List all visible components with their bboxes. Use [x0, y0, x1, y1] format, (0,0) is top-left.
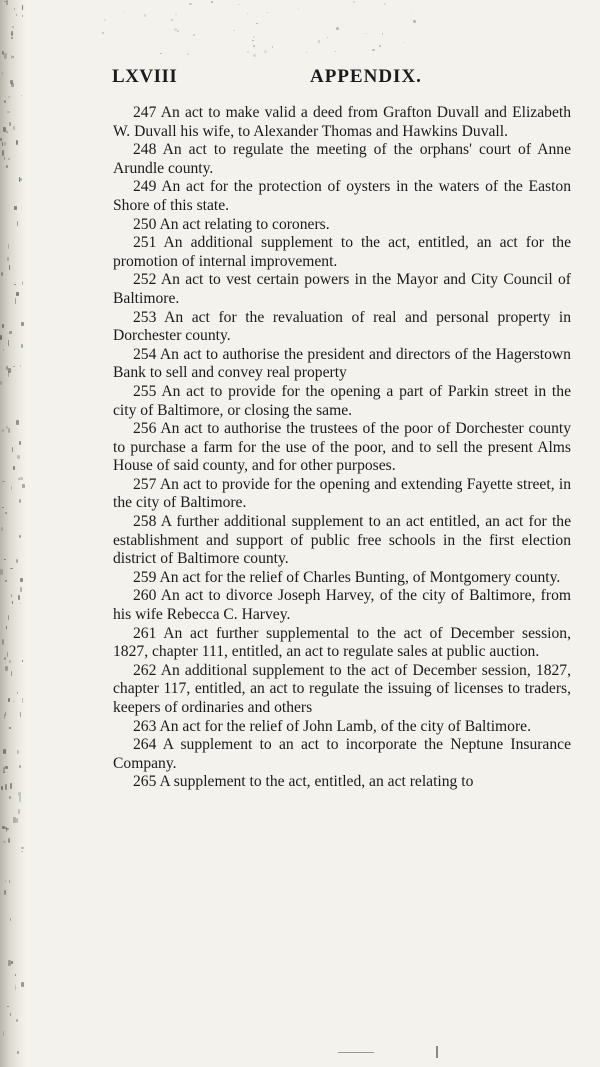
binding-gutter	[0, 0, 26, 1067]
gutter-speck	[4, 100, 6, 103]
entry-text: An act to vest certain powers in the Mayor and City Council of Baltimore.	[113, 271, 571, 307]
entry-text: An additional supplement to the act of December session, 1827, chapter 117, entitled, an act to regulate the issuing of licenses to traders, keepers of ordinaries and others	[113, 661, 571, 716]
gutter-speck	[2, 324, 4, 328]
gutter-speck	[22, 281, 23, 286]
list-item	[113, 420, 571, 476]
gutter-speck	[8, 615, 10, 620]
entry-number: 257	[133, 475, 157, 493]
top-speck	[335, 51, 336, 52]
list-item	[113, 104, 571, 141]
gutter-speck	[1, 786, 3, 790]
gutter-speck	[18, 809, 21, 813]
top-speck	[253, 36, 255, 38]
gutter-speck	[20, 178, 21, 182]
list-item	[113, 476, 571, 513]
gutter-speck	[18, 595, 20, 600]
gutter-speck	[10, 783, 12, 789]
top-speck	[272, 46, 274, 48]
entry-number: 250	[133, 215, 157, 233]
top-speck	[256, 23, 258, 25]
top-speck	[104, 19, 106, 21]
top-speck	[174, 28, 177, 31]
gutter-speck	[20, 587, 22, 592]
entry-text: An additional supplement to the act, entitled, an act for the promotion of internal improvement.	[113, 234, 571, 270]
page-header	[112, 66, 572, 96]
gutter-speck	[15, 974, 16, 976]
gutter-speck	[4, 657, 5, 660]
top-speck	[372, 49, 375, 52]
gutter-speck	[19, 796, 21, 802]
gutter-speck	[16, 420, 19, 425]
top-speck	[298, 8, 299, 9]
gutter-speck	[16, 292, 19, 296]
gutter-speck	[19, 765, 20, 768]
gutter-speck	[22, 5, 23, 9]
entry-text: An act to make valid a deed from Grafton Duvall and Elizabeth W. Duvall his wife, to Alexander Thomas and Hawkins Duvall.	[113, 104, 571, 140]
list-item	[113, 773, 571, 792]
entry-text: An act to authorise the trustees of the poor of Dorchester county to purchase a farm for the use of the poor, and to sell the present Alms House of said county, and for other purposes.	[113, 420, 571, 475]
list-item	[113, 718, 571, 737]
gutter-speck	[10, 1013, 11, 1016]
list-item	[113, 736, 571, 773]
gutter-speck	[5, 512, 6, 514]
gutter-speck	[19, 499, 20, 503]
gutter-speck	[0, 381, 2, 384]
gutter-speck	[7, 111, 9, 113]
gutter-speck	[2, 429, 3, 432]
gutter-speck	[11, 594, 12, 596]
top-speck	[379, 45, 381, 47]
gutter-speck	[5, 766, 7, 769]
gutter-speck	[2, 639, 5, 645]
gutter-speck	[1, 527, 3, 531]
gutter-speck	[21, 847, 24, 849]
entry-number: 259	[133, 568, 157, 586]
entry-number: 263	[133, 717, 157, 735]
gutter-speck	[8, 428, 10, 433]
list-item	[113, 234, 571, 271]
gutter-speck	[7, 652, 8, 656]
entry-text: An act for the revaluation of real and personal property in Dorchester county.	[113, 308, 571, 345]
entry-text: An act further supplemental to the act of December session, 1827, chapter 111, entitled, an act to regulate sales at public auction.	[113, 624, 571, 661]
gutter-speck	[8, 698, 10, 703]
top-speck	[252, 40, 254, 42]
top-speck	[253, 54, 256, 57]
entry-text: An act to divorce Joseph Harvey, of the city of Baltimore, from his wife Rebecca C. Harvey.	[113, 587, 571, 624]
gutter-speck	[8, 368, 11, 373]
list-item	[113, 383, 571, 420]
gutter-speck	[2, 150, 4, 156]
gutter-speck	[13, 126, 15, 129]
top-speck	[175, 14, 177, 16]
gutter-speck	[8, 960, 10, 965]
top-speck	[233, 30, 234, 31]
gutter-speck	[0, 335, 2, 340]
top-speck	[366, 33, 367, 34]
entry-number: 255	[133, 382, 157, 400]
gutter-speck	[6, 626, 7, 628]
entry-number: 252	[133, 271, 157, 289]
gutter-speck	[9, 880, 10, 883]
gutter-speck	[12, 56, 14, 58]
top-speck	[413, 20, 415, 22]
entry-text: A supplement to the act, entitled, an act relating to	[159, 773, 474, 791]
gutter-speck	[2, 481, 5, 482]
gutter-speck	[17, 750, 19, 754]
entry-text: An act to authorise the president and directors of the Hagerstown Bank to sell and convey real property	[113, 345, 571, 382]
gutter-speck	[2, 507, 4, 508]
top-speck	[353, 1, 355, 3]
list-item	[113, 178, 571, 215]
entry-number: 253	[133, 308, 157, 326]
top-speck	[404, 42, 405, 43]
gutter-speck	[8, 340, 9, 346]
gutter-speck	[6, 165, 7, 167]
gutter-speck	[0, 569, 3, 574]
list-item	[113, 346, 571, 383]
gutter-speck	[11, 31, 13, 36]
gutter-speck	[21, 982, 24, 987]
top-speck	[189, 3, 192, 6]
gutter-speck	[2, 72, 3, 75]
gutter-speck	[5, 580, 7, 582]
entry-number: 256	[133, 420, 157, 438]
gutter-speck	[22, 660, 23, 662]
entry-number: 247	[133, 104, 157, 121]
top-speck	[412, 10, 413, 11]
top-speck	[160, 53, 161, 54]
top-speck	[211, 1, 213, 3]
gutter-speck	[13, 701, 15, 702]
entry-number: 251	[133, 234, 157, 252]
gutter-speck	[22, 698, 23, 702]
gutter-speck	[10, 568, 12, 569]
entry-number: 260	[133, 587, 157, 605]
entry-number: 265	[133, 773, 157, 791]
entry-text: An act relating to coroners.	[159, 215, 330, 233]
gutter-speck	[20, 477, 23, 480]
gutter-speck	[13, 466, 15, 470]
gutter-speck	[17, 1051, 18, 1054]
entry-number: 258	[133, 513, 157, 531]
gutter-speck	[4, 53, 7, 59]
gutter-speck	[6, 131, 7, 133]
gutter-speck	[17, 455, 19, 460]
entry-text: An act for the relief of John Lamb, of the city of Baltimore.	[159, 717, 531, 735]
entry-number: 262	[133, 661, 157, 679]
list-item	[113, 141, 571, 178]
list-item	[113, 309, 571, 346]
gutter-speck	[8, 158, 10, 160]
top-speck	[171, 19, 172, 20]
page-folio: LXVIII	[112, 66, 178, 87]
gutter-speck	[9, 265, 11, 271]
top-speck	[247, 51, 249, 53]
top-speck	[187, 53, 189, 55]
list-item	[113, 271, 571, 308]
gutter-speck	[4, 157, 5, 159]
top-speck	[102, 32, 105, 35]
gutter-speck	[9, 331, 12, 334]
top-speck	[336, 27, 339, 30]
gutter-speck	[12, 447, 13, 452]
top-specks	[100, 0, 430, 60]
gutter-speck	[2, 51, 4, 55]
gutter-speck	[10, 80, 13, 84]
top-speck	[253, 45, 255, 47]
entry-text: An act for the relief of Charles Bunting, of Montgomery county.	[159, 568, 561, 586]
top-speck	[306, 52, 307, 53]
top-speck	[247, 13, 248, 14]
gutter-speck	[18, 792, 20, 796]
top-speck	[193, 34, 195, 36]
gutter-speck	[2, 142, 3, 147]
list-item	[113, 216, 571, 235]
gutter-speck	[15, 298, 16, 304]
gutter-speck	[16, 818, 18, 822]
gutter-speck	[22, 15, 23, 17]
entry-list	[113, 104, 571, 792]
top-speck	[238, 4, 239, 5]
gutter-speck	[16, 140, 18, 145]
top-speck	[384, 3, 386, 5]
entry-number: 254	[133, 345, 157, 363]
entry-text: An act to regulate the meeting of the orphans' court of Anne Arundle county.	[113, 141, 571, 177]
gutter-speck	[21, 851, 23, 852]
top-speck	[264, 50, 267, 53]
entry-number: 261	[133, 624, 157, 642]
gutter-speck	[3, 749, 5, 753]
footer-rule	[338, 1052, 374, 1053]
list-item	[113, 569, 571, 588]
gutter-speck	[3, 127, 6, 132]
gutter-speck	[22, 484, 25, 488]
gutter-speck	[16, 1019, 18, 1022]
top-speck	[382, 33, 383, 34]
top-speck	[327, 37, 328, 38]
entry-text: An act to provide for the opening and extending Fayette street, in the city of Baltimore.	[113, 475, 571, 512]
top-speck	[177, 30, 179, 32]
gutter-speck	[9, 660, 11, 663]
gutter-speck	[4, 142, 7, 146]
entry-number: 264	[133, 736, 157, 754]
entry-text: An act for the protection of oysters in the waters of the Easton Shore of this state.	[113, 178, 571, 214]
gutter-speck	[14, 206, 17, 211]
gutter-speck	[8, 838, 9, 843]
running-title: APPENDIX.	[310, 66, 422, 87]
gutter-speck	[11, 486, 12, 490]
gutter-speck	[5, 666, 8, 672]
gutter-speck	[3, 841, 6, 843]
gutter-speck	[4, 890, 6, 895]
list-item	[113, 513, 571, 569]
footer-mark	[436, 1046, 438, 1058]
gutter-speck	[2, 826, 5, 829]
top-speck	[123, 12, 124, 13]
top-speck	[144, 14, 146, 16]
entry-text: A supplement to an act to incorporate the Neptune Insurance Company.	[113, 736, 571, 772]
list-item	[113, 625, 571, 662]
gutter-speck	[21, 344, 23, 347]
list-item	[113, 662, 571, 718]
entry-number: 249	[133, 178, 157, 196]
gutter-speck	[20, 578, 23, 582]
top-speck	[267, 12, 268, 13]
gutter-speck	[1, 272, 3, 276]
list-item	[113, 587, 571, 624]
gutter-speck	[17, 692, 18, 694]
top-speck	[318, 40, 321, 43]
gutter-speck	[7, 257, 9, 261]
gutter-speck	[11, 83, 14, 87]
gutter-speck	[5, 784, 7, 790]
entry-number: 248	[133, 141, 157, 159]
gutter-speck	[16, 14, 17, 16]
gutter-speck	[6, 0, 8, 5]
entry-text: A further additional supplement to an act entitled, an act for the establishment and support of public free schools in the first election district of Baltimore county.	[113, 513, 571, 568]
entry-text: An act to provide for the opening a part of Parkin street in the city of Baltimore, or closing the same.	[113, 382, 571, 419]
gutter-speck	[21, 322, 24, 326]
